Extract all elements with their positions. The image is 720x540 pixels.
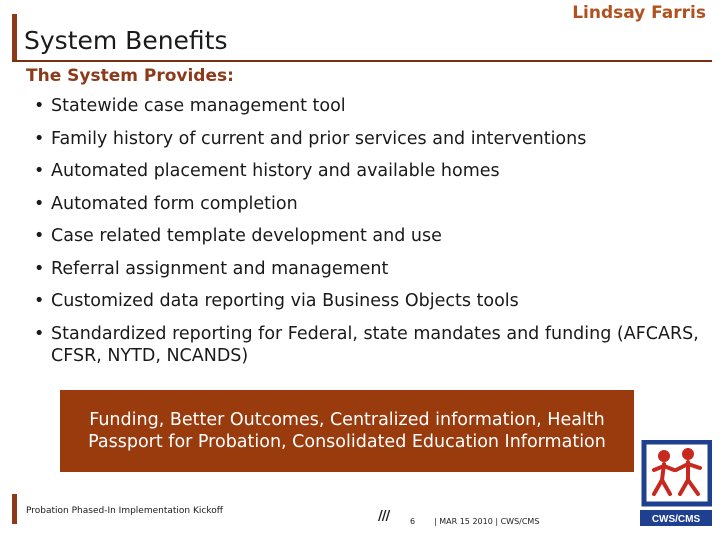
cws-cms-logo [640,440,712,528]
bullet-icon: • [34,128,45,149]
slide-title: System Benefits [24,26,228,55]
bullet-icon: • [34,193,45,214]
bullet-icon: • [34,226,45,246]
child-figure-icon [676,448,700,494]
bullet-icon: • [34,161,45,181]
page-number: 6 [410,517,416,526]
benefit-list [34,95,714,377]
footer-accent-bar [12,494,17,524]
bullet-icon: • [34,96,45,116]
list-item [34,225,714,247]
list-item-text: Referral assignment and management [51,258,389,279]
footer-slash-mark: /// [378,509,390,524]
summary-callout [60,390,634,472]
list-item-text: Automated placement history and available homes [51,161,500,181]
bullet-icon: • [34,258,45,279]
list-item [34,95,714,117]
list-item [34,323,714,367]
footer-date-org: | MAR 15 2010 | CWS/CMS [434,517,540,526]
list-item [34,128,714,150]
footer-presentation-title: Probation Phased-In Implementation Kickoff [26,506,223,516]
bullet-icon: • [34,291,45,311]
callout-text: Funding, Better Outcomes, Centralized information, Health Passport for Probation, Consolidated Education Information [88,410,606,452]
logo-text: CWS/CMS [651,514,701,525]
child-figure-icon [654,450,674,494]
title-accent-bar [12,14,17,60]
list-item [34,290,714,312]
list-item [34,193,714,215]
list-item-text: Family history of current and prior services and interventions [51,128,587,149]
list-item-text: Standardized reporting for Federal, state mandates and funding (AFCARS, CFSR, NYTD, NCANDS) [51,323,699,366]
list-item-text: Automated form completion [51,193,298,214]
header-divider [12,60,712,62]
list-item-text: Customized data reporting via Business Objects tools [51,291,519,311]
presenter-name: Lindsay Farris [572,3,706,23]
list-item [34,160,714,182]
bullet-icon: • [34,323,45,344]
section-subtitle: The System Provides: [26,66,234,86]
list-item [34,258,714,280]
list-item-text: Case related template development and use [51,226,442,246]
list-item-text: Statewide case management tool [51,96,346,116]
